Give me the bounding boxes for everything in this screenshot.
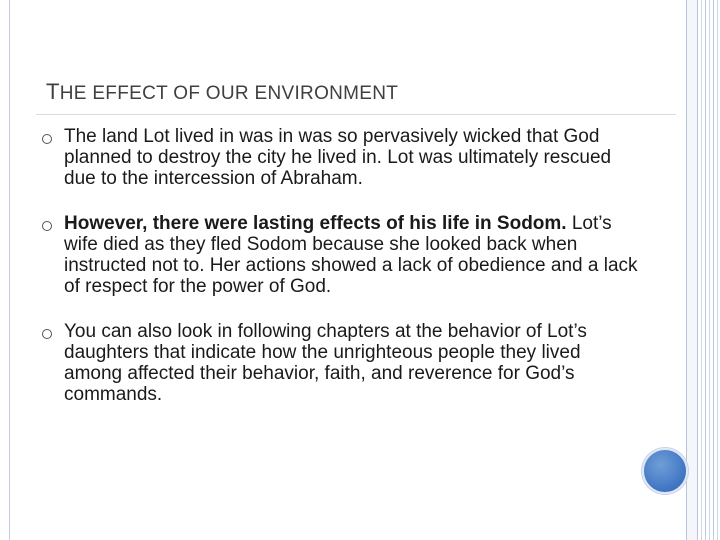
title-divider — [36, 114, 676, 115]
bullet-bold-text: However, there were lasting effects of his life in Sodom. — [64, 213, 567, 234]
bullet-circle-icon — [42, 134, 52, 144]
slide-title-rest: HE EFFECT OF OUR ENVIRONMENT — [59, 83, 399, 104]
left-border-line — [9, 0, 10, 540]
bullet-text: You can also look in following chapters at the behavior of Lot’s daughters that indicate how the unrighteous people they lived among affected their behavior, faith, and reverence for God’s commands. — [64, 321, 587, 405]
bullet-item — [40, 126, 640, 189]
decorative-circle-icon — [642, 448, 688, 494]
bullet-item — [40, 213, 640, 297]
slide-title — [46, 78, 646, 108]
bullet-text: Lot’s wife died as they fled Sodom because she looked back when instructed not to. Her actions showed a lack of obedience and a lack of respect for the power of God. — [64, 213, 638, 297]
bullet-item — [40, 321, 640, 405]
right-decorative-bar — [686, 0, 698, 540]
bullet-circle-icon — [42, 221, 52, 231]
slide-title-initial: T — [46, 79, 60, 104]
bullet-list — [40, 126, 640, 429]
bullet-text: The land Lot lived in was in was so pervasively wicked that God planned to destroy the city he lived in. Lot was ultimately rescued due to the intercession of Abraham. — [64, 126, 612, 189]
bullet-circle-icon — [42, 329, 52, 339]
